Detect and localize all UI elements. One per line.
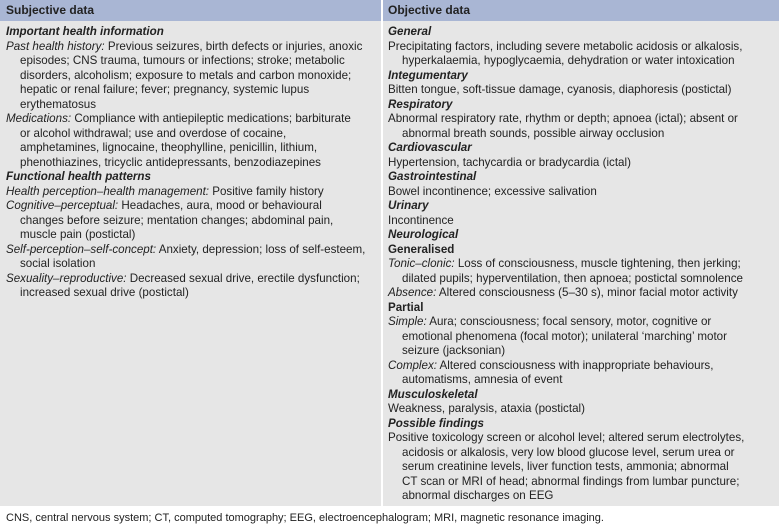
header-objective: Objective data xyxy=(388,3,471,17)
table-header xyxy=(0,0,779,21)
cognitive-line xyxy=(6,199,378,214)
musculoskeletal-text: Weakness, paralysis, ataxia (postictal) xyxy=(388,402,585,415)
column-divider xyxy=(381,0,383,506)
possible-findings-cont: CT scan or MRI of head; abnormal findings from lumbar puncture; xyxy=(402,474,740,488)
generalised-subheading: Generalised xyxy=(388,242,455,256)
medications-cont: amphetamines, lignocaine, theophylline, penicillin, lithium, xyxy=(20,141,318,154)
general-heading: General xyxy=(388,25,432,38)
medications-text: Compliance with antiepileptic medications; barbiturate xyxy=(71,112,351,125)
subjective-column xyxy=(6,25,378,301)
general-cont: hyperkalaemia, hypoglycaemia, dehydration or water intoxication xyxy=(402,54,735,67)
sexuality-line xyxy=(6,272,378,287)
possible-findings-cont: serum creatinine levels, liver function tests, ammonia; abnormal xyxy=(402,460,729,473)
health-perception-text: Positive family history xyxy=(209,184,324,198)
complex-label: Complex: xyxy=(388,358,437,372)
past-history-cont: erythematosus xyxy=(20,97,97,111)
important-heading: Important health information xyxy=(6,25,164,38)
musculoskeletal-heading: Musculoskeletal xyxy=(388,387,478,401)
past-history-cont: episodes; CNS trauma, tumours or infections; stroke; metabolic xyxy=(20,54,345,67)
self-perception-label: Self-perception–self-concept: xyxy=(6,242,157,256)
respiratory-heading: Respiratory xyxy=(388,97,453,111)
possible-findings-text: Positive toxicology screen or alcohol level; altered serum electrolytes, xyxy=(388,431,745,444)
cardiovascular-text: Hypertension, tachycardia or bradycardia (ictal) xyxy=(388,155,631,169)
self-perception-line xyxy=(6,243,378,258)
complex-text: Altered consciousness with inappropriate behaviours, xyxy=(436,358,714,372)
self-perception-cont: social isolation xyxy=(20,257,96,270)
past-history-cont: disorders, alcoholism; exposure to metals and carbon monoxide; xyxy=(20,68,352,82)
medications-label: Medications: xyxy=(6,112,72,125)
gastrointestinal-text: Bowel incontinence; excessive salivation xyxy=(388,184,597,198)
integumentary-heading: Integumentary xyxy=(388,68,468,82)
cognitive-cont: changes before seizure; mentation changes; abdominal pain, xyxy=(20,213,334,227)
urinary-heading: Urinary xyxy=(388,199,429,212)
health-perception-label: Health perception–health management: xyxy=(6,184,210,198)
cognitive-text: Headaches, aura, mood or behavioural xyxy=(118,199,322,212)
absence-text: Altered consciousness (5–30 s), minor facial motor activity xyxy=(436,286,738,299)
gastrointestinal-heading: Gastrointestinal xyxy=(388,170,477,183)
complex-cont: automatisms, amnesia of event xyxy=(402,373,563,386)
general-text: Precipitating factors, including severe metabolic acidosis or alkalosis, xyxy=(388,39,743,53)
complex-line xyxy=(388,359,774,374)
simple-cont: seizure (jacksonian) xyxy=(402,344,506,357)
health-perception-line xyxy=(6,185,378,200)
absence-line xyxy=(388,286,774,301)
past-history-cont: hepatic or renal failure; fever; pregnancy, systemic lupus xyxy=(20,83,310,96)
simple-line xyxy=(388,315,774,330)
functional-heading: Functional health patterns xyxy=(6,170,151,183)
sexuality-label: Sexuality–reproductive: xyxy=(6,271,127,285)
possible-findings-heading: Possible findings xyxy=(388,416,484,430)
absence-label: Absence: xyxy=(388,286,437,299)
tonic-clonic-cont: dilated pupils; hyperventilation, then apnoea; postictal somnolence xyxy=(402,271,743,285)
medications-cont: or alcohol withdrawal; use and overdose of cocaine, xyxy=(20,126,287,140)
respiratory-text: Abnormal respiratory rate, rhythm or depth; apnoea (ictal); absent or xyxy=(388,112,738,125)
integumentary-text: Bitten tongue, soft-tissue damage, cyanosis, diaphoresis (postictal) xyxy=(388,83,732,96)
sexuality-text: Decreased sexual drive, erectile dysfunction; xyxy=(126,271,360,285)
tonic-clonic-line xyxy=(388,257,774,272)
urinary-text: Incontinence xyxy=(388,213,454,227)
sexuality-cont: increased sexual drive (postictal) xyxy=(20,286,189,299)
possible-findings-cont: acidosis or alkalosis, very low blood glucose level, serum urea or xyxy=(402,445,735,459)
past-history-text: Previous seizures, birth defects or injuries, anoxic xyxy=(104,39,363,53)
tonic-clonic-text: Loss of consciousness, muscle tightening, then jerking; xyxy=(454,257,741,270)
header-subjective: Subjective data xyxy=(6,3,95,17)
objective-column xyxy=(388,25,774,504)
neurological-heading: Neurological xyxy=(388,228,459,241)
possible-findings-cont: abnormal discharges on EEG xyxy=(402,489,554,502)
medications-cont: phenothiazines, tricyclic antidepressants, benzodiazepines xyxy=(20,155,321,169)
partial-subheading: Partial xyxy=(388,300,424,314)
past-history-line xyxy=(6,40,378,55)
simple-label: Simple: xyxy=(388,315,427,328)
simple-text: Aura; consciousness; focal sensory, motor, cognitive or xyxy=(426,315,712,328)
past-history-label: Past health history: xyxy=(6,39,105,53)
medications-line xyxy=(6,112,378,127)
tonic-clonic-label: Tonic–clonic: xyxy=(388,257,455,270)
table-footnote: CNS, central nervous system; CT, computed tomography; EEG, electroencephalogram; MRI, magnetic resonance imaging. xyxy=(6,512,604,524)
simple-cont: emotional phenomena (focal motor); unilateral ‘marching’ motor xyxy=(402,329,727,343)
cognitive-cont: muscle pain (postictal) xyxy=(20,228,136,241)
cognitive-label: Cognitive–perceptual: xyxy=(6,199,119,212)
self-perception-text: Anxiety, depression; loss of self-esteem, xyxy=(156,242,366,256)
cardiovascular-heading: Cardiovascular xyxy=(388,141,472,154)
respiratory-cont: abnormal breath sounds, possible airway occlusion xyxy=(402,126,665,140)
